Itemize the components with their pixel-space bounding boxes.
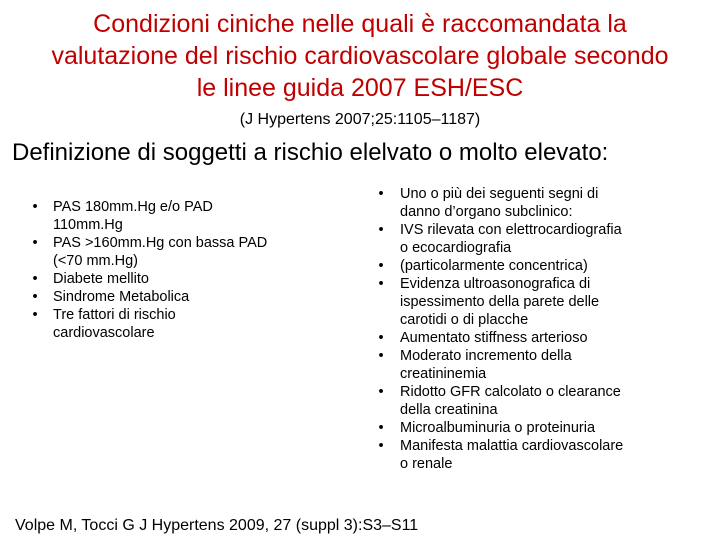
right-item [376, 329, 711, 347]
right-item [376, 347, 711, 383]
right-item-text: Moderato incremento della [400, 348, 572, 364]
right-item [376, 419, 711, 437]
right-item-text: Uno o più dei seguenti segni di [400, 186, 599, 202]
bullet-icon: • [378, 186, 384, 202]
right-item-text: Manifesta malattia cardiovascolare [400, 438, 624, 454]
left-item [30, 234, 340, 270]
bullet-icon: • [378, 222, 384, 238]
bullet-icon: • [32, 289, 38, 305]
right-item [376, 383, 711, 419]
right-item-text: Aumentato stiffness arterioso [400, 330, 588, 346]
right-item [376, 185, 711, 221]
slide-subtitle: Definizione di soggetti a rischio elelvato o molto elevato: [12, 139, 609, 166]
source-reference: Volpe M, Tocci G J Hypertens 2009, 27 (suppl 3):S3–S11 [15, 517, 419, 534]
left-item-text: 110mm.Hg [53, 217, 123, 233]
bullet-icon: • [32, 235, 38, 251]
right-item-text: Ridotto GFR calcolato o clearance [400, 384, 621, 400]
right-item-text: ispessimento della parete delle [400, 294, 600, 310]
left-item-text: (<70 mm.Hg) [53, 253, 139, 269]
right-item-text: della creatinina [400, 402, 498, 418]
right-item-text: danno d’organo subclinico: [400, 204, 573, 220]
left-item-text: PAS 180mm.Hg e/o PAD [53, 199, 213, 215]
title-line-1: Condizioni ciniche nelle quali è raccomandata la [93, 10, 627, 38]
bullet-icon: • [32, 199, 38, 215]
title-line-3: le linee guida 2007 ESH/ESC [196, 74, 524, 102]
left-item-text: Diabete mellito [53, 271, 149, 287]
right-bullet-list [376, 185, 711, 473]
right-item-text: IVS rilevata con elettrocardiografia [400, 222, 622, 238]
bullet-icon: • [378, 258, 384, 274]
bullet-icon: • [378, 276, 384, 292]
left-item [30, 198, 340, 234]
left-item-text: PAS >160mm.Hg con bassa PAD [53, 235, 268, 251]
bullet-icon: • [32, 271, 38, 287]
right-item [376, 257, 711, 275]
right-item-text: o renale [400, 456, 453, 472]
left-item [30, 306, 340, 342]
bullet-icon: • [378, 420, 384, 436]
title-citation: (J Hypertens 2007;25:1105–1187) [239, 111, 481, 128]
right-item-text: Evidenza ultroasonografica di [400, 276, 591, 292]
bullet-icon: • [378, 348, 384, 364]
left-item-text: cardiovascolare [53, 325, 155, 341]
left-item-text: Tre fattori di rischio [53, 307, 176, 323]
title-line-2: valutazione del rischio cardiovascolare globale secondo [51, 42, 669, 70]
right-item-text: Microalbuminuria o proteinuria [400, 420, 596, 436]
right-item [376, 437, 711, 473]
left-bullet-list [30, 198, 340, 342]
left-item-text: Sindrome Metabolica [53, 289, 190, 305]
bullet-icon: • [378, 438, 384, 454]
right-item-text: carotidi o di placche [400, 312, 529, 328]
right-item-text: (particolarmente concentrica) [400, 258, 588, 274]
right-item-text: o ecocardiografia [400, 240, 512, 256]
slide-title [0, 8, 720, 104]
right-item [376, 221, 711, 257]
left-item [30, 288, 340, 306]
right-item [376, 275, 711, 329]
right-item-text: creatininemia [400, 366, 487, 382]
bullet-icon: • [32, 307, 38, 323]
bullet-icon: • [378, 330, 384, 346]
left-item [30, 270, 340, 288]
bullet-icon: • [378, 384, 384, 400]
